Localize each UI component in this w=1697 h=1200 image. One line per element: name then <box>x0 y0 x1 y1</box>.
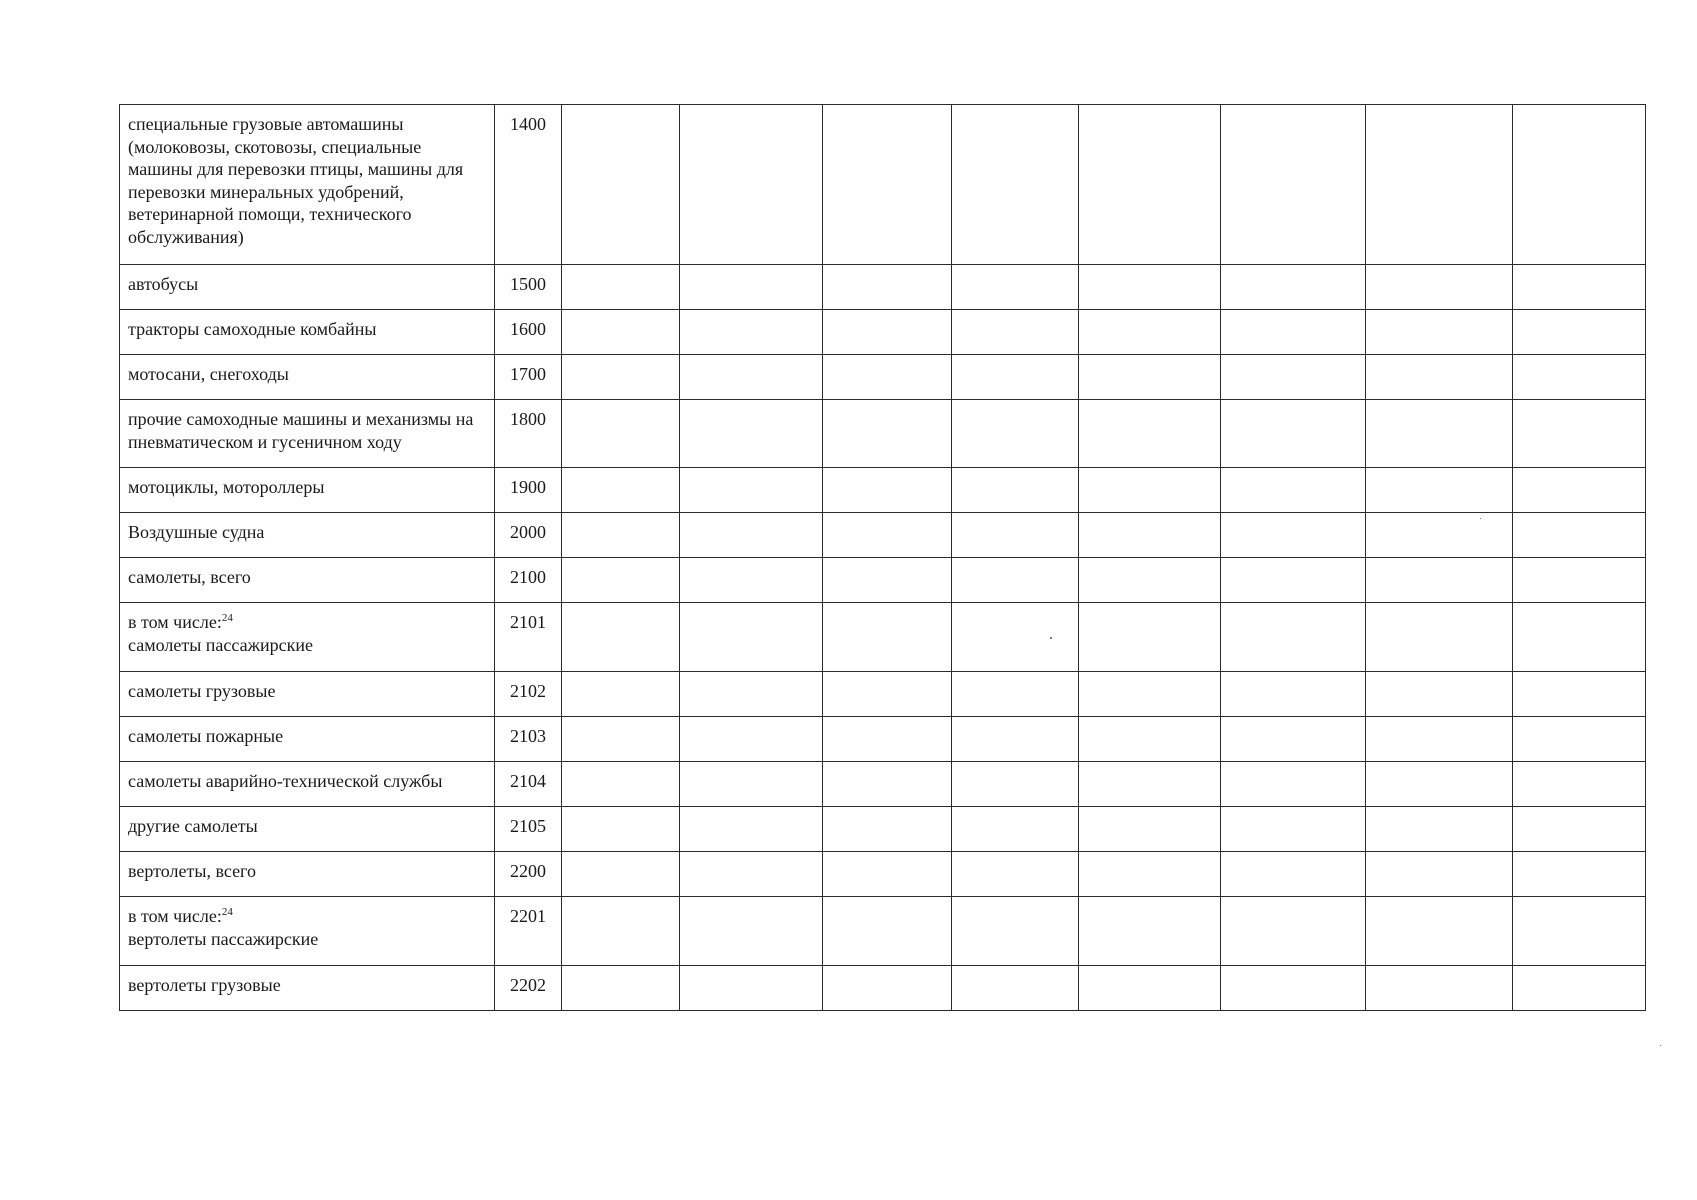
table-row <box>120 897 1646 966</box>
row-code: 2000 <box>510 522 546 542</box>
row-code-cell <box>495 400 562 468</box>
table-row <box>120 513 1646 558</box>
data-cell[interactable] <box>823 265 952 310</box>
scan-speck <box>1480 518 1481 519</box>
table-row <box>120 558 1646 603</box>
data-cell[interactable] <box>1221 852 1366 897</box>
row-label-cell <box>120 355 495 400</box>
data-cell[interactable] <box>1079 468 1221 513</box>
data-cell[interactable] <box>680 310 823 355</box>
data-cell[interactable] <box>562 717 680 762</box>
data-cell[interactable] <box>680 513 823 558</box>
row-label: прочие самоходные машины и механизмы на пневматическом и гусеничном ходу <box>128 409 474 452</box>
data-cell[interactable] <box>562 897 680 966</box>
data-cell[interactable] <box>562 852 680 897</box>
data-cell[interactable] <box>562 513 680 558</box>
row-label-cell <box>120 310 495 355</box>
data-cell[interactable] <box>1513 513 1646 558</box>
row-label-cell <box>120 807 495 852</box>
data-cell[interactable] <box>1513 468 1646 513</box>
row-label-cell <box>120 603 495 672</box>
data-cell[interactable] <box>952 852 1079 897</box>
data-cell[interactable] <box>562 762 680 807</box>
data-cell[interactable] <box>680 966 823 1011</box>
data-cell[interactable] <box>1513 400 1646 468</box>
data-cell[interactable] <box>1513 265 1646 310</box>
row-label: вертолеты, всего <box>128 861 256 881</box>
row-label: самолеты пожарные <box>128 726 284 746</box>
row-code: 2105 <box>510 816 546 836</box>
row-label: специальные грузовые автомашины (молоковозы, скотовозы, специальные машины для перевозки птицы, машины для перевозки минеральных удобрений, ветеринарной помощи, технического обслуживания) <box>128 114 464 247</box>
data-cell[interactable] <box>1513 897 1646 966</box>
row-label: мотосани, снегоходы <box>128 364 289 384</box>
table-row <box>120 310 1646 355</box>
data-cell[interactable] <box>1221 105 1366 265</box>
table-row <box>120 717 1646 762</box>
data-cell[interactable] <box>823 105 952 265</box>
data-cell[interactable] <box>952 807 1079 852</box>
row-code-cell <box>495 852 562 897</box>
data-cell[interactable] <box>1366 807 1513 852</box>
row-code-cell <box>495 672 562 717</box>
row-label: самолеты пассажирские <box>128 634 314 655</box>
data-cell[interactable] <box>1366 400 1513 468</box>
row-label-cell <box>120 105 495 265</box>
data-cell[interactable] <box>1079 966 1221 1011</box>
row-code: 2104 <box>510 771 546 791</box>
data-cell[interactable] <box>1079 672 1221 717</box>
row-prefix <box>128 611 488 634</box>
row-label-cell <box>120 897 495 966</box>
data-cell[interactable] <box>1513 717 1646 762</box>
data-cell[interactable] <box>562 400 680 468</box>
data-cell[interactable] <box>952 966 1079 1011</box>
data-cell[interactable] <box>952 310 1079 355</box>
row-label-cell <box>120 762 495 807</box>
row-prefix <box>128 905 488 928</box>
row-label: самолеты грузовые <box>128 681 276 701</box>
data-cell[interactable] <box>562 310 680 355</box>
row-code-cell <box>495 468 562 513</box>
row-code-cell <box>495 966 562 1011</box>
row-code-cell <box>495 513 562 558</box>
row-code: 2202 <box>510 975 546 995</box>
data-cell[interactable] <box>952 468 1079 513</box>
data-cell[interactable] <box>1366 672 1513 717</box>
data-cell[interactable] <box>952 897 1079 966</box>
data-cell[interactable] <box>823 762 952 807</box>
data-cell[interactable] <box>1079 265 1221 310</box>
data-cell[interactable] <box>952 400 1079 468</box>
data-cell[interactable] <box>1366 762 1513 807</box>
data-cell[interactable] <box>562 603 680 672</box>
data-cell[interactable] <box>1221 310 1366 355</box>
data-cell[interactable] <box>562 807 680 852</box>
row-label-cell <box>120 717 495 762</box>
data-cell[interactable] <box>1221 966 1366 1011</box>
row-label: самолеты аварийно-технической службы <box>128 771 443 791</box>
row-label-cell <box>120 265 495 310</box>
table-row <box>120 355 1646 400</box>
row-label-cell <box>120 513 495 558</box>
data-cell[interactable] <box>823 717 952 762</box>
data-cell[interactable] <box>1221 400 1366 468</box>
data-cell[interactable] <box>952 672 1079 717</box>
data-cell[interactable] <box>1513 807 1646 852</box>
data-cell[interactable] <box>1221 468 1366 513</box>
data-cell[interactable] <box>1366 513 1513 558</box>
data-cell[interactable] <box>1366 468 1513 513</box>
row-label: тракторы самоходные комбайны <box>128 319 377 339</box>
data-cell[interactable] <box>1366 105 1513 265</box>
row-code: 2102 <box>510 681 546 701</box>
row-label: автобусы <box>128 274 199 294</box>
row-label: Воздушные судна <box>128 522 265 542</box>
data-cell[interactable] <box>1079 603 1221 672</box>
data-cell[interactable] <box>1513 105 1646 265</box>
row-code: 1400 <box>510 114 546 134</box>
row-code: 2103 <box>510 726 546 746</box>
data-cell[interactable] <box>1513 603 1646 672</box>
data-cell[interactable] <box>1221 265 1366 310</box>
table-row <box>120 807 1646 852</box>
row-code-cell <box>495 105 562 265</box>
row-label: другие самолеты <box>128 816 258 836</box>
data-cell[interactable] <box>1221 672 1366 717</box>
table-row <box>120 105 1646 265</box>
row-code: 2200 <box>510 861 546 881</box>
data-cell[interactable] <box>823 468 952 513</box>
data-cell[interactable] <box>680 265 823 310</box>
data-cell[interactable] <box>562 558 680 603</box>
row-code-cell <box>495 355 562 400</box>
row-label: вертолеты грузовые <box>128 975 281 995</box>
data-cell[interactable] <box>823 355 952 400</box>
data-cell[interactable] <box>1079 400 1221 468</box>
row-label-cell <box>120 672 495 717</box>
row-code: 1800 <box>510 409 546 429</box>
data-cell[interactable] <box>1513 762 1646 807</box>
row-prefix-text: в том числе: <box>128 906 222 926</box>
row-label: самолеты, всего <box>128 567 251 587</box>
data-cell[interactable] <box>1513 672 1646 717</box>
data-cell[interactable] <box>562 355 680 400</box>
data-cell[interactable] <box>1079 717 1221 762</box>
data-cell[interactable] <box>680 897 823 966</box>
data-cell[interactable] <box>1221 807 1366 852</box>
row-code: 1700 <box>510 364 546 384</box>
data-cell[interactable] <box>823 310 952 355</box>
data-cell[interactable] <box>1079 105 1221 265</box>
data-cell[interactable] <box>1079 355 1221 400</box>
data-cell[interactable] <box>952 105 1079 265</box>
row-code: 2201 <box>510 906 546 926</box>
data-cell[interactable] <box>1366 603 1513 672</box>
row-code: 2100 <box>510 567 546 587</box>
data-cell[interactable] <box>823 672 952 717</box>
row-code: 1600 <box>510 319 546 339</box>
data-cell[interactable] <box>680 355 823 400</box>
table-body <box>120 105 1646 1011</box>
data-cell[interactable] <box>1079 852 1221 897</box>
data-cell[interactable] <box>1366 355 1513 400</box>
data-cell[interactable] <box>562 265 680 310</box>
row-label: мотоциклы, мотороллеры <box>128 477 325 497</box>
data-cell[interactable] <box>1221 762 1366 807</box>
data-cell[interactable] <box>1221 897 1366 966</box>
data-cell[interactable] <box>1366 717 1513 762</box>
data-cell[interactable] <box>680 105 823 265</box>
data-cell[interactable] <box>1221 513 1366 558</box>
row-code-cell <box>495 717 562 762</box>
data-cell[interactable] <box>1366 265 1513 310</box>
data-cell[interactable] <box>1513 558 1646 603</box>
data-cell[interactable] <box>680 717 823 762</box>
data-cell[interactable] <box>952 265 1079 310</box>
row-code-cell <box>495 310 562 355</box>
data-cell[interactable] <box>1079 513 1221 558</box>
data-cell[interactable] <box>680 762 823 807</box>
data-cell[interactable] <box>823 852 952 897</box>
data-cell[interactable] <box>1513 355 1646 400</box>
row-label-cell <box>120 852 495 897</box>
data-cell[interactable] <box>562 966 680 1011</box>
row-label-cell <box>120 468 495 513</box>
data-cell[interactable] <box>562 672 680 717</box>
data-cell[interactable] <box>680 852 823 897</box>
footnote-marker: 24 <box>221 612 233 624</box>
data-cell[interactable] <box>952 355 1079 400</box>
data-cell[interactable] <box>1366 310 1513 355</box>
data-cell[interactable] <box>680 400 823 468</box>
footnote-marker: 24 <box>221 906 233 918</box>
row-label-cell <box>120 558 495 603</box>
row-code-cell <box>495 265 562 310</box>
data-cell[interactable] <box>680 807 823 852</box>
data-cell[interactable] <box>562 468 680 513</box>
data-cell[interactable] <box>823 400 952 468</box>
data-cell[interactable] <box>1366 966 1513 1011</box>
vehicle-table <box>119 104 1646 1011</box>
scan-speck <box>1050 637 1052 639</box>
data-cell[interactable] <box>823 807 952 852</box>
data-cell[interactable] <box>1366 558 1513 603</box>
data-cell[interactable] <box>952 762 1079 807</box>
data-cell[interactable] <box>1366 897 1513 966</box>
data-cell[interactable] <box>1079 807 1221 852</box>
data-cell[interactable] <box>1513 966 1646 1011</box>
data-cell[interactable] <box>680 672 823 717</box>
data-cell[interactable] <box>823 513 952 558</box>
data-cell[interactable] <box>952 603 1079 672</box>
data-cell[interactable] <box>1221 717 1366 762</box>
data-cell[interactable] <box>1079 558 1221 603</box>
row-code-cell <box>495 558 562 603</box>
row-code-cell <box>495 603 562 672</box>
table-row <box>120 762 1646 807</box>
data-cell[interactable] <box>823 603 952 672</box>
table-row <box>120 400 1646 468</box>
data-cell[interactable] <box>680 468 823 513</box>
data-cell[interactable] <box>1513 310 1646 355</box>
row-label-cell <box>120 966 495 1011</box>
row-code: 1500 <box>510 274 546 294</box>
data-cell[interactable] <box>823 558 952 603</box>
data-cell[interactable] <box>680 603 823 672</box>
data-cell[interactable] <box>1221 558 1366 603</box>
data-cell[interactable] <box>1221 603 1366 672</box>
row-label-cell <box>120 400 495 468</box>
table-row <box>120 966 1646 1011</box>
table-row <box>120 468 1646 513</box>
table-row <box>120 852 1646 897</box>
table-row <box>120 265 1646 310</box>
data-cell[interactable] <box>952 513 1079 558</box>
row-label: вертолеты пассажирские <box>128 928 319 949</box>
scan-speck <box>1660 1045 1661 1046</box>
data-cell[interactable] <box>952 717 1079 762</box>
data-cell[interactable] <box>952 558 1079 603</box>
data-cell[interactable] <box>823 966 952 1011</box>
data-cell[interactable] <box>1079 310 1221 355</box>
row-code-cell <box>495 762 562 807</box>
data-cell[interactable] <box>680 558 823 603</box>
table-row <box>120 672 1646 717</box>
document-sheet <box>119 104 1646 1011</box>
data-cell[interactable] <box>1366 852 1513 897</box>
row-code: 2101 <box>510 612 546 632</box>
data-cell[interactable] <box>1079 762 1221 807</box>
row-code-cell <box>495 897 562 966</box>
data-cell[interactable] <box>1221 355 1366 400</box>
data-cell[interactable] <box>562 105 680 265</box>
data-cell[interactable] <box>823 897 952 966</box>
data-cell[interactable] <box>1513 852 1646 897</box>
data-cell[interactable] <box>1079 897 1221 966</box>
table-row <box>120 603 1646 672</box>
row-prefix-text: в том числе: <box>128 612 222 632</box>
row-code-cell <box>495 807 562 852</box>
row-code: 1900 <box>510 477 546 497</box>
